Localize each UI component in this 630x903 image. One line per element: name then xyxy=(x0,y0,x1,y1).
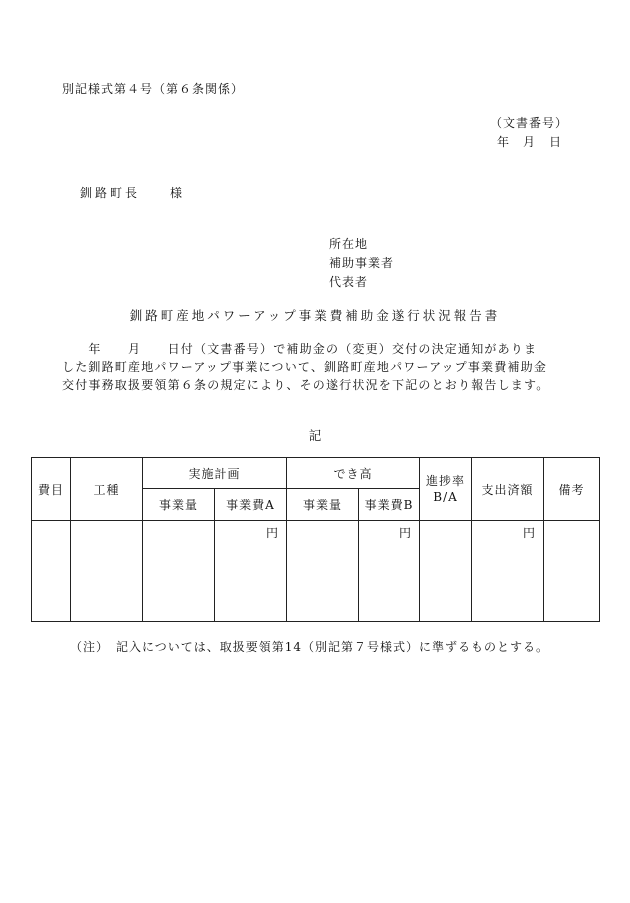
body-text xyxy=(62,340,582,394)
note-text: （注） 記入については、取扱要領第14（別記第７号様式）に準ずるものとする。 xyxy=(70,640,550,654)
header-cost-item: 費目 xyxy=(32,458,71,521)
header-rate-line1: 進捗率 xyxy=(426,474,466,488)
yen-unit: 円 xyxy=(399,526,413,540)
applicant-block xyxy=(329,235,394,292)
cell-plan-cost[interactable] xyxy=(215,521,287,622)
header-rate-line2: B/A xyxy=(433,490,458,504)
header-plan-cost: 事業費A xyxy=(215,489,287,521)
header-work-type: 工種 xyxy=(71,458,143,521)
header-progress-rate xyxy=(420,458,472,521)
header-plan: 実施計画 xyxy=(143,458,287,489)
cell-remarks[interactable] xyxy=(544,521,600,622)
document-number: （文書番号） xyxy=(490,116,569,130)
status-report-table xyxy=(31,457,600,622)
cell-plan-quantity[interactable] xyxy=(143,521,215,622)
header-paid-amount: 支出済額 xyxy=(472,458,544,521)
document-title: 釧路町産地パワーアップ事業費補助金遂行状況報告書 xyxy=(129,308,501,323)
form-label: 別記様式第４号（第６条関係） xyxy=(62,82,245,96)
cell-progress-quantity[interactable] xyxy=(287,521,359,622)
addressee: 釧路町長 様 xyxy=(80,186,186,200)
cell-cost-item[interactable] xyxy=(32,521,71,622)
applicant-representative-label: 代表者 xyxy=(329,275,369,289)
cell-progress-cost[interactable] xyxy=(359,521,420,622)
header-progress-cost: 事業費B xyxy=(359,489,420,521)
yen-unit: 円 xyxy=(266,526,280,540)
header-progress-quantity: 事業量 xyxy=(287,489,359,521)
ki-heading: 記 xyxy=(308,428,322,443)
cell-progress-rate[interactable] xyxy=(420,521,472,622)
header-plan-quantity: 事業量 xyxy=(143,489,215,521)
applicant-address-label: 所在地 xyxy=(329,237,369,251)
cell-paid-amount[interactable] xyxy=(472,521,544,622)
yen-unit: 円 xyxy=(523,526,537,540)
body-line-3: 交付事務取扱要領第６条の規定により、その遂行状況を下記のとおり報告します。 xyxy=(62,378,550,392)
header-remarks: 備考 xyxy=(544,458,600,521)
applicant-operator-label: 補助事業者 xyxy=(329,256,395,270)
date-line: 年 月 日 xyxy=(497,135,563,149)
header-progress: でき高 xyxy=(287,458,420,489)
body-line-2: した釧路町産地パワーアップ事業について、釧路町産地パワーアップ事業費補助金 xyxy=(62,360,548,374)
cell-work-type[interactable] xyxy=(71,521,143,622)
body-line-1: 年 月 日付（文書番号）で補助金の（変更）交付の決定通知がありま xyxy=(62,342,538,356)
